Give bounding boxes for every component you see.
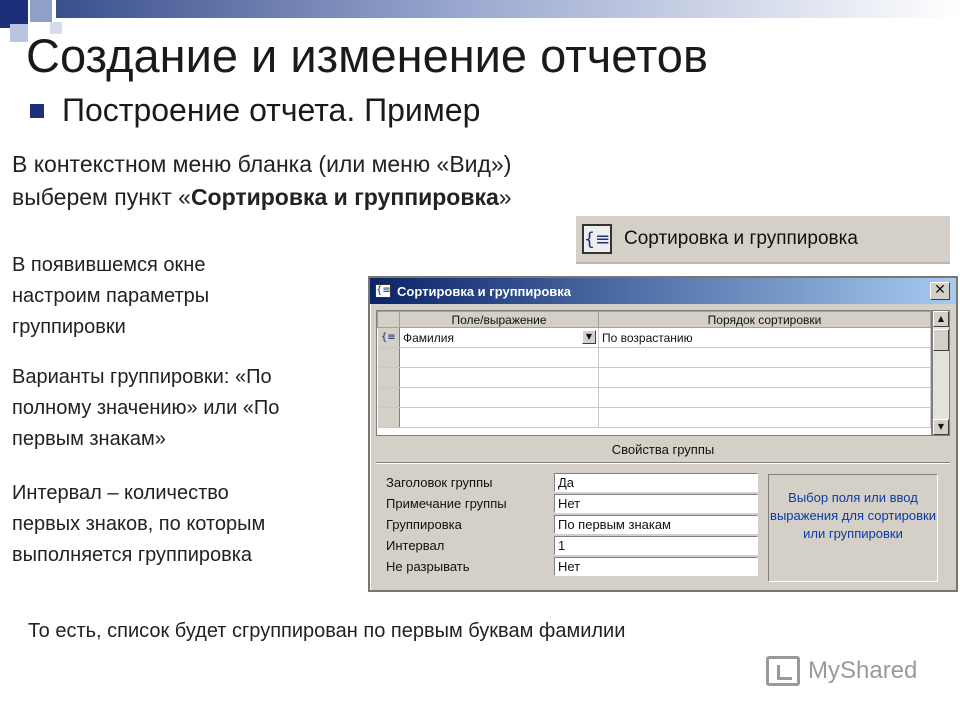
decor-top-bar [56,0,960,18]
order-cell[interactable] [599,408,931,428]
sort-group-grid [376,310,932,436]
column-header-field: Поле/выражение [400,312,599,328]
paragraph-line: первым знакам» [12,428,166,450]
row-selector-sort-group-icon[interactable]: {≡ [378,328,400,348]
order-cell[interactable] [599,388,931,408]
table-row[interactable] [378,328,931,348]
field-value: Фамилия [403,330,454,345]
property-value-keep-together[interactable]: Нет [554,557,758,576]
grid-header-row [378,312,931,328]
watermark-logo [766,656,917,686]
dialog-title-bar[interactable] [370,278,956,304]
table-row[interactable] [378,368,931,388]
table-row[interactable] [378,388,931,408]
menu-item-label: Сортировка и группировка [624,228,858,249]
sort-group-dialog [368,276,958,592]
scroll-thumb[interactable] [933,329,949,351]
grid-table [377,311,931,428]
property-value-group-header[interactable]: Да [554,473,758,492]
paragraph-line: Интервал – количество [12,482,229,504]
property-label: Примечание группы [386,496,507,511]
property-row [386,493,760,514]
intro-line-2 [12,181,512,214]
paragraph-line: первых знаков, по которым [12,513,266,535]
logo-text: MyShared [808,657,918,684]
intro-line-2-bold: Сортировка и группировка [190,184,499,210]
footer-text: То есть, список будет сгруппирован по первым буквам фамилии [28,620,626,642]
property-label: Не разрывать [386,559,470,574]
sort-group-icon: {≡ [376,285,391,296]
menu-item-sort-group[interactable] [576,216,950,264]
paragraph-line: настроим параметры [12,285,210,307]
scroll-down-icon[interactable]: ▼ [933,419,949,435]
paragraph-settings [12,250,209,343]
order-cell[interactable]: По возрастанию [599,328,931,348]
row-selector[interactable] [378,388,400,408]
paragraph-variants [12,362,279,455]
table-row[interactable] [378,408,931,428]
table-row[interactable] [378,348,931,368]
property-row [386,556,760,577]
property-row [386,472,760,493]
paragraph-interval [12,478,265,571]
paragraph-line: В появившемся окне [12,254,206,276]
paragraph-line: группировки [12,316,126,338]
decor-square [30,0,52,22]
field-cell[interactable] [400,368,599,388]
order-cell[interactable] [599,348,931,368]
field-cell[interactable] [400,388,599,408]
group-properties-title: Свойства группы [611,442,715,457]
row-selector-header [378,312,400,328]
property-label: Группировка [386,517,462,532]
column-header-order: Порядок сортировки [599,312,931,328]
group-properties [386,472,760,577]
property-label: Интервал [386,538,445,553]
paragraph-line: Варианты группировки: «По [12,366,272,388]
field-cell[interactable] [400,408,599,428]
property-value-group-footer[interactable]: Нет [554,494,758,513]
divider [376,462,950,464]
grid-scrollbar[interactable] [932,310,950,436]
close-icon[interactable]: ✕ [930,282,950,300]
property-value-group-on[interactable]: По первым знакам [554,515,758,534]
row-selector[interactable] [378,348,400,368]
intro-line-1: В контекстном меню бланка (или меню «Вид») [12,151,512,177]
property-label: Заголовок группы [386,475,493,490]
logo-icon [766,656,800,686]
property-row [386,535,760,556]
hint-text: Выбор поля или ввод выражения для сортировки или группировки [768,474,938,582]
intro-text [12,148,512,214]
intro-line-2-post: » [498,184,512,210]
field-cell[interactable] [400,328,599,348]
property-row [386,514,760,535]
sort-group-icon: {≡ [582,224,612,254]
bullet-square-icon [30,104,44,118]
paragraph-line: полному значению» или «По [12,397,280,419]
slide-subtitle: Построение отчета. Пример [62,92,481,128]
dialog-title: Сортировка и группировка [397,283,572,299]
chevron-down-icon[interactable]: ▼ [582,330,596,344]
scroll-up-icon[interactable]: ▲ [933,311,949,327]
paragraph-line: выполняется группировка [12,544,253,566]
row-selector[interactable] [378,408,400,428]
order-cell[interactable] [599,368,931,388]
property-value-interval[interactable]: 1 [554,536,758,555]
field-cell[interactable] [400,348,599,368]
subtitle-row [30,92,480,129]
slide-title: Создание и изменение отчетов [26,29,708,82]
row-selector[interactable] [378,368,400,388]
intro-line-2-pre: выберем пункт « [12,184,191,210]
